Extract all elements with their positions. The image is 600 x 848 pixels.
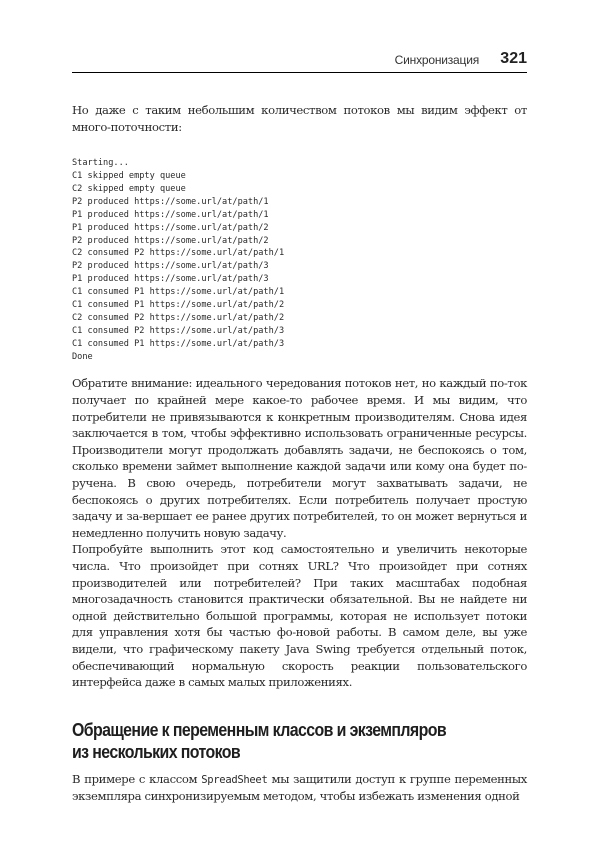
code-line: P2 produced https://some.url/at/path/3 (72, 261, 269, 272)
code-line: Done (72, 351, 93, 362)
inline-code-spreadsheet: SpreadSheet (201, 773, 268, 786)
code-line: P2 produced https://some.url/at/path/2 (72, 235, 269, 246)
page-body (72, 102, 527, 805)
code-line: C1 consumed P1 https://some.url/at/path/1 (72, 287, 285, 298)
code-line: C1 skipped empty queue (72, 171, 186, 182)
code-line: P2 produced https://some.url/at/path/1 (72, 196, 269, 207)
code-line: C1 consumed P2 https://some.url/at/path/3 (72, 325, 285, 336)
section-heading-line-2: из нескольких потоков (72, 740, 241, 762)
section-heading-line-1: Обращение к переменным классов и экземпляров (72, 718, 447, 740)
code-line: C1 consumed P1 https://some.url/at/path/3 (72, 338, 285, 349)
paragraph-spreadsheet-start: В примере с классом (72, 771, 202, 786)
code-line: P1 produced https://some.url/at/path/2 (72, 222, 269, 233)
code-output-block (72, 157, 527, 363)
section-heading (72, 719, 528, 763)
section-running-title: Синхронизация (394, 53, 479, 67)
code-line: P1 produced https://some.url/at/path/3 (72, 274, 269, 285)
page-number: 321 (500, 50, 527, 67)
header-rule (72, 72, 527, 73)
paragraph-spreadsheet (72, 771, 527, 805)
code-line: C2 skipped empty queue (72, 183, 186, 194)
code-line: P1 produced https://some.url/at/path/1 (72, 209, 269, 220)
code-line: C2 consumed P2 https://some.url/at/path/1 (72, 248, 285, 259)
code-line: C1 consumed P1 https://some.url/at/path/2 (72, 299, 285, 310)
paragraph-observations: Обратите внимание: идеального чередования потоков нет, но каждый по-ток получает по крайней мере какое-то рабочее время. И мы видим, что потребители не привязываются к конкретным производителям. Снова идея заключается в том, чтобы эффективно использовать ограниченные ресурсы. Производители могут продолжать добавлять задачи, не беспокоясь о том, сколько времени займет выполнение каждой задачи или кому она будет по-ручена. В свою очередь, потребители могут захватывать задачи, не беспокоясь о других потребителях. Если потребитель получает простую задачу и за-вершает ее ранее других потребителей, то он может вернуться и немедленно получить новую задачу. (72, 376, 527, 540)
paragraph-spreadsheet-end: мы защитили доступ к группе переменных экземпляра синхронизируемым методом, чтобы избежать изменения одной (72, 771, 527, 804)
running-head (72, 50, 527, 74)
code-line: Starting... (72, 158, 129, 169)
code-line: C2 consumed P2 https://some.url/at/path/2 (72, 312, 285, 323)
intro-paragraph: Но даже с таким небольшим количеством потоков мы видим эффект от много-поточности: (72, 103, 527, 134)
paragraph-experiment: Попробуйте выполнить этот код самостоятельно и увеличить некоторые числа. Что произойдет при сотнях URL? Что произойдет при сотнях производителей или потребителей? При таких масштабах подобная многозадачность становится практически обязательной. Вы не найдете ни одной действительно большой программы, которая не использует потоки для управления хотя бы частью фо-новой работы. В самом деле, вы уже видели, что графическому пакету Java Swing требуется отдельный поток, обеспечивающий нормальную скорость реакции пользовательского интерфейса даже в самых малых приложениях. (72, 542, 527, 690)
